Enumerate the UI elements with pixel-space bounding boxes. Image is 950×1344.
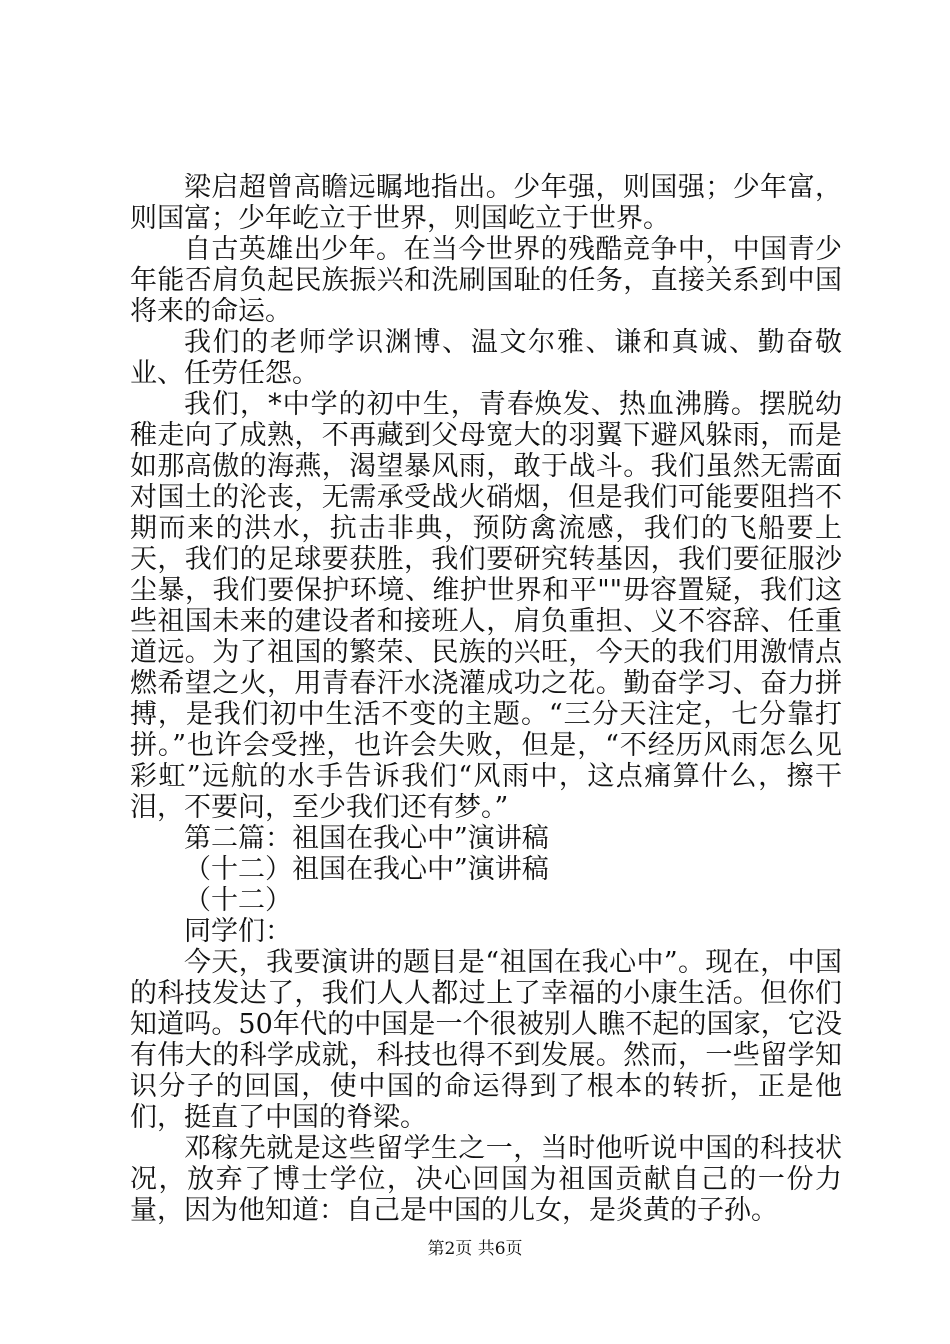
paragraph-5: 今天，我要演讲的题目是“祖国在我心中”。现在，中国的科技发达了，我们人人都过上了幸福的小康生活。但你们知道吗。50年代的中国是一个很被别人瞧不起的国家，它没有伟大的科学成就，科技也得不到发展。然而，一些留学知识分子的回国，使中国的命运得到了根本的转折，正是他们，挺直了中国的脊梁。 [130,947,842,1133]
section-number: （十二） [184,885,292,916]
section-heading: 第二篇：祖国在我心中”演讲稿 [184,823,549,854]
paragraph-6: 邓稼先就是这些留学生之一，当时他听说中国的科技状况，放弃了博士学位，决心回国为祖国贡献自己的一份力量，因为他知道：自己是中国的儿女，是炎黄的子孙。 [130,1133,842,1226]
paragraph-1: 梁启超曾高瞻远瞩地指出。少年强，则国强；少年富，则国富；少年屹立于世界，则国屹立于世界。 [130,172,842,234]
page-number: 第2页 共6页 [427,1239,523,1259]
paragraph-2: 自古英雄出少年。在当今世界的残酷竞争中，中国青少年能否肩负起民族振兴和洗刷国耻的任务，直接关系到中国将来的命运。 [130,234,842,327]
paragraph-3: 我们的老师学识渊博、温文尔雅、谦和真诚、勤奋敬业、任劳任怨。 [130,327,842,389]
section-subheading: （十二）祖国在我心中”演讲稿 [184,854,549,885]
salutation: 同学们： [184,916,292,947]
paragraph-4: 我们，*中学的初中生，青春焕发、热血沸腾。摆脱幼稚走向了成熟，不再藏到父母宽大的羽翼下避风躲雨，而是如那高傲的海燕，渴望暴风雨，敢于战斗。我们虽然无需面对国土的沦丧，无需承受战火硝烟，但是我们可能要阻挡不期而来的洪水，抗击非典，预防禽流感，我们的飞船要上天，我们的足球要获胜，我们要研究转基因，我们要征服沙尘暴，我们要保护环境、维护世界和平""毋容置疑，我们这些祖国未来的建设者和接班人，肩负重担、义不容辞、任重道远。为了祖国的繁荣、民族的兴旺，今天的我们用激情点燃希望之火，用青春汗水浇灌成功之花。勤奋学习、奋力拼搏，是我们初中生活不变的主题。“三分天注定，七分靠打拼。”也许会受挫，也许会失败，但是，“不经历风雨怎么见彩虹”远航的水手告诉我们“风雨中，这点痛算什么，擦干泪，不要问，至少我们还有梦。” [130,389,842,823]
page-footer [0,1238,950,1260]
document-body [130,172,842,1226]
